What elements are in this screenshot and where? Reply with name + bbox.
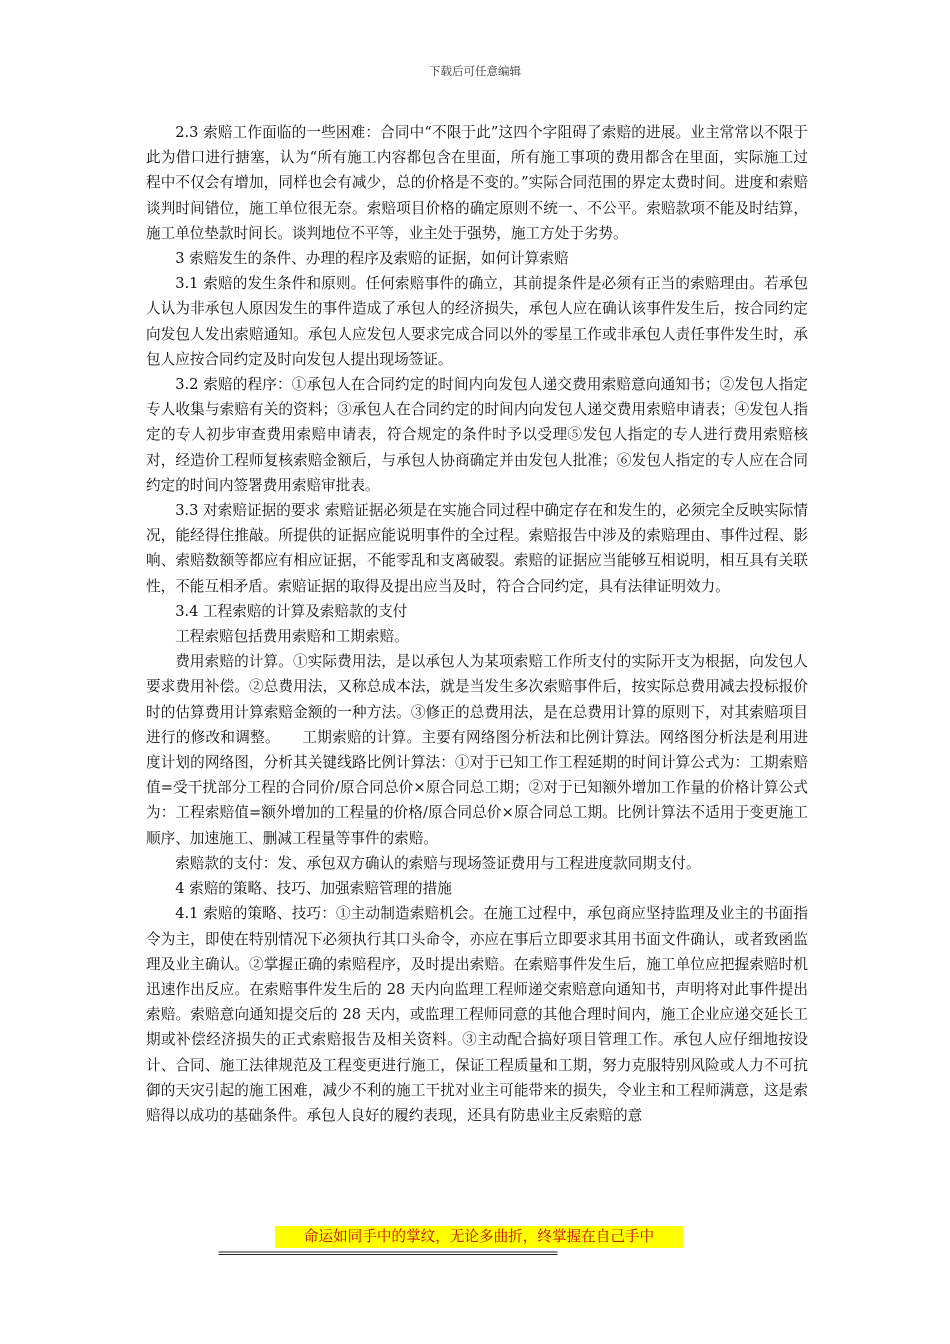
paragraph-3-2: 3.2 索赔的程序：①承包人在合同约定的时间内向发包人递交费用索赔意向通知书；②发包人指定专人收集与索赔有关的资料；③承包人在合同约定的时间内向发包人递交费用索赔申请表；④发包人指定的专人初步审查费用索赔申请表，符合规定的条件时予以受理⑤发包人指定的专人进行费用索赔核对，经造价工程师复核索赔金额后，与承包人协商确定并由发包人批准；⑥发包人指定的专人应在合同约定的时间内签署费用索赔审批表。	[146, 376, 808, 494]
heading-3-4: 3.4 工程索赔的计算及索赔款的支付	[175, 602, 408, 620]
paragraph-claim-types: 工程索赔包括费用索赔和工期索赔。	[175, 628, 409, 646]
heading-section-4: 4 索赔的策略、技巧、加强索赔管理的措施	[175, 880, 452, 898]
paragraph-2-3: 2.3 索赔工作面临的一些困难：合同中“不限于此”这四个字阻碍了索赔的进展。业主常常以不限于此为借口进行搪塞，认为“所有施工内容都包含在里面，所有施工事项的费用都含在里面，实际施工过程中不仅会有增加，同样也会有减少，总的价格是不变的。”实际合同范围的界定太费时间。进度和索赔谈判时间错位，施工单位很无奈。索赔项目价格的确定原则不统一、不公平。索赔款项不能及时结算，施工单位垫款时间长。谈判地位不平等，业主处于强势，施工方处于劣势。	[146, 124, 808, 242]
paragraph-cost-calc: 费用索赔的计算。①实际费用法，是以承包人为某项索赔工作所支付的实际开支为根据，向发包人要求费用补偿。②总费用法，又称总成本法，就是当发生多次索赔事件后，按实际总费用减去投标报价时的估算费用计算索赔金额的一种方法。③修正的总费用法，是在总费用计算的原则下，对其索赔项目进行的修改和调整。 工期索赔的计算。主要有网络图分析法和比例计算法。网络图分析法是利用进度计划的网络图，分析其关键线路比例计算法：①对于已知工作工程延期的时间计算公式为：工期索赔值=受干扰部分工程的合同价/原合同总价×原合同总工期；②对于已知额外增加工作量的价格计算公式为：工程索赔值=额外增加的工程量的价格/原合同总价×原合同总工期。比例计算法不适用于变更施工顺序、加速施工、删减工程量等事件的索赔。	[146, 653, 808, 847]
footer-motto: 命运如同手中的掌纹，无论多曲折，终掌握在自己手中	[275, 1226, 683, 1248]
footer-rule: ============================================================	[218, 1246, 557, 1260]
heading-section-3: 3 索赔发生的条件、办理的程序及索赔的证据，如何计算索赔	[175, 250, 569, 268]
paragraph-4-1: 4.1 索赔的策略、技巧：①主动制造索赔机会。在施工过程中，承包商应坚持监理及业主的书面指令为主，即使在特别情况下必须执行其口头命令，亦应在事后立即要求其用书面文件确认，或者致函监理及业主确认。②掌握正确的索赔程序，及时提出索赔。在索赔事件发生后，施工单位应把握索赔时机迅速作出反应。在索赔事件发生后的 28 天内向监理工程师递交索赔意向通知书，声明将对此事件提出索赔。索赔意向通知提交后的 28 天内，或监理工程师同意的其他合理时间内，施工企业应递交延长工期或补偿经济损失的正式索赔报告及相关资料。③主动配合搞好项目管理工作。承包人应仔细地按设计、合同、施工法律规范及工程变更进行施工，保证工程质量和工期，努力克服特别风险或人力不可抗御的天灾引起的施工困难，减少不利的施工干扰对业主可能带来的损失，令业主和工程师满意，这是索赔得以成功的基础条件。承包人良好的履约表现，还具有防患业主反索赔的意	[146, 905, 808, 1124]
paragraph-3-3: 3.3 对索赔证据的要求 索赔证据必须是在实施合同过程中确定存在和发生的，必须完全反映实际情况，能经得住推敲。所提供的证据应能说明事件的全过程。索赔报告中涉及的索赔理由、事件过程、影响、索赔数额等都应有相应证据，不能零乱和支离破裂。索赔的证据应当能够互相说明，相互具有关联性，不能互相矛盾。索赔证据的取得及提出应当及时，符合合同约定，具有法律证明效力。	[146, 502, 808, 595]
document-body	[146, 120, 808, 1128]
paragraph-payment: 索赔款的支付：发、承包双方确认的索赔与现场签证费用与工程进度款同期支付。	[175, 854, 701, 872]
page-header: 下载后可任意编辑	[429, 64, 521, 78]
paragraph-3-1: 3.1 索赔的发生条件和原则。任何索赔事件的确立，其前提条件是必须有正当的索赔理由。若承包人认为非承包人原因发生的事件造成了承包人的经济损失，承包人应在确认该事件发生后，按合同约定向发包人发出索赔通知。承包人应发包人要求完成合同以外的零星工作或非承包人责任事件发生时，承包人应按合同约定及时向发包人提出现场签证。	[146, 275, 808, 368]
